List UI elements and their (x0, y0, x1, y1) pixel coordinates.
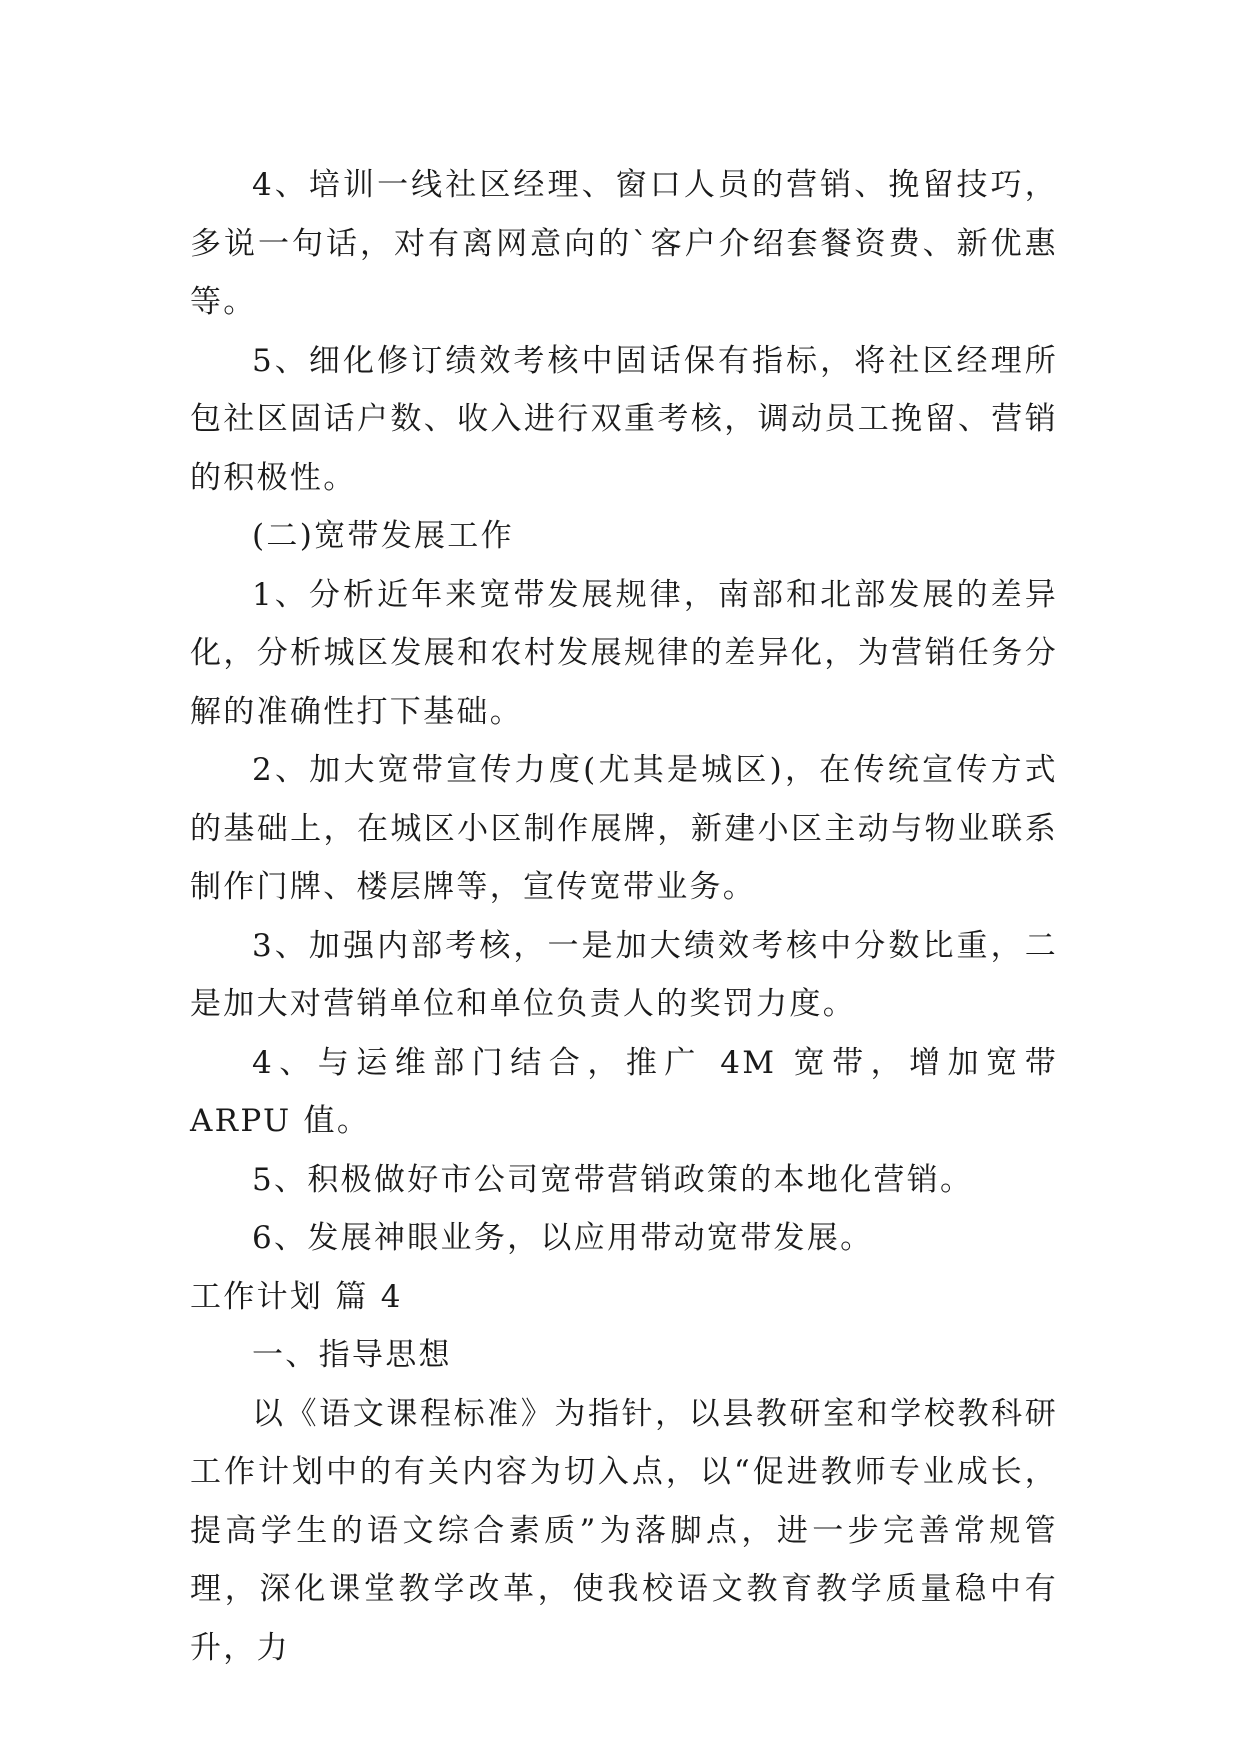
paragraph-shenyan-business: 6、发展神眼业务，以应用带动宽带发展。 (252, 1220, 874, 1256)
paragraph-performance-assessment: 5、细化修订绩效考核中固话保有指标，将社区经理所包社区固话户数、收入进行双重考核，调动员工挽留、营销的积极性。 (190, 342, 1058, 496)
paragraph-guiding-ideology: 以《语文课程标准》为指针，以县教研室和学校教科研工作计划中的有关内容为切入点，以“促进教师专业成长，提高学生的语文综合素质”为落脚点，进一步完善常规管理，深化课堂教学改革，使我校语文教育教学质量稳中有升，力 (190, 1395, 1058, 1666)
document-body (190, 156, 1058, 1677)
paragraph-internal-assessment: 3、加强内部考核，一是加大绩效考核中分数比重，二是加大对营销单位和单位负责人的奖罚力度。 (190, 927, 1058, 1022)
paragraph-broadband-promotion: 2、加大宽带宣传力度(尤其是城区)，在传统宣传方式的基础上，在城区小区制作展牌，新建小区主动与物业联系制作门牌、楼层牌等，宣传宽带业务。 (190, 752, 1058, 905)
paragraph-4m-broadband: 4、与运维部门结合，推广 4M 宽带，增加宽带 ARPU 值。 (190, 1044, 1058, 1139)
section-heading-broadband: (二)宽带发展工作 (252, 518, 514, 554)
paragraph-broadband-analysis: 1、分析近年来宽带发展规律，南部和北部发展的差异化，分析城区发展和农村发展规律的差异化，为营销任务分解的准确性打下基础。 (190, 576, 1058, 730)
section-heading-guiding-ideology: 一、指导思想 (252, 1337, 452, 1373)
paragraph-training-frontline: 4、培训一线社区经理、窗口人员的营销、挽留技巧，多说一句话，对有离网意向的`客户介绍套餐资费、新优惠等。 (190, 167, 1058, 320)
paragraph-localized-marketing: 5、积极做好市公司宽带营销政策的本地化营销。 (252, 1161, 974, 1198)
article-title-part4: 工作计划 篇 4 (190, 1278, 403, 1315)
